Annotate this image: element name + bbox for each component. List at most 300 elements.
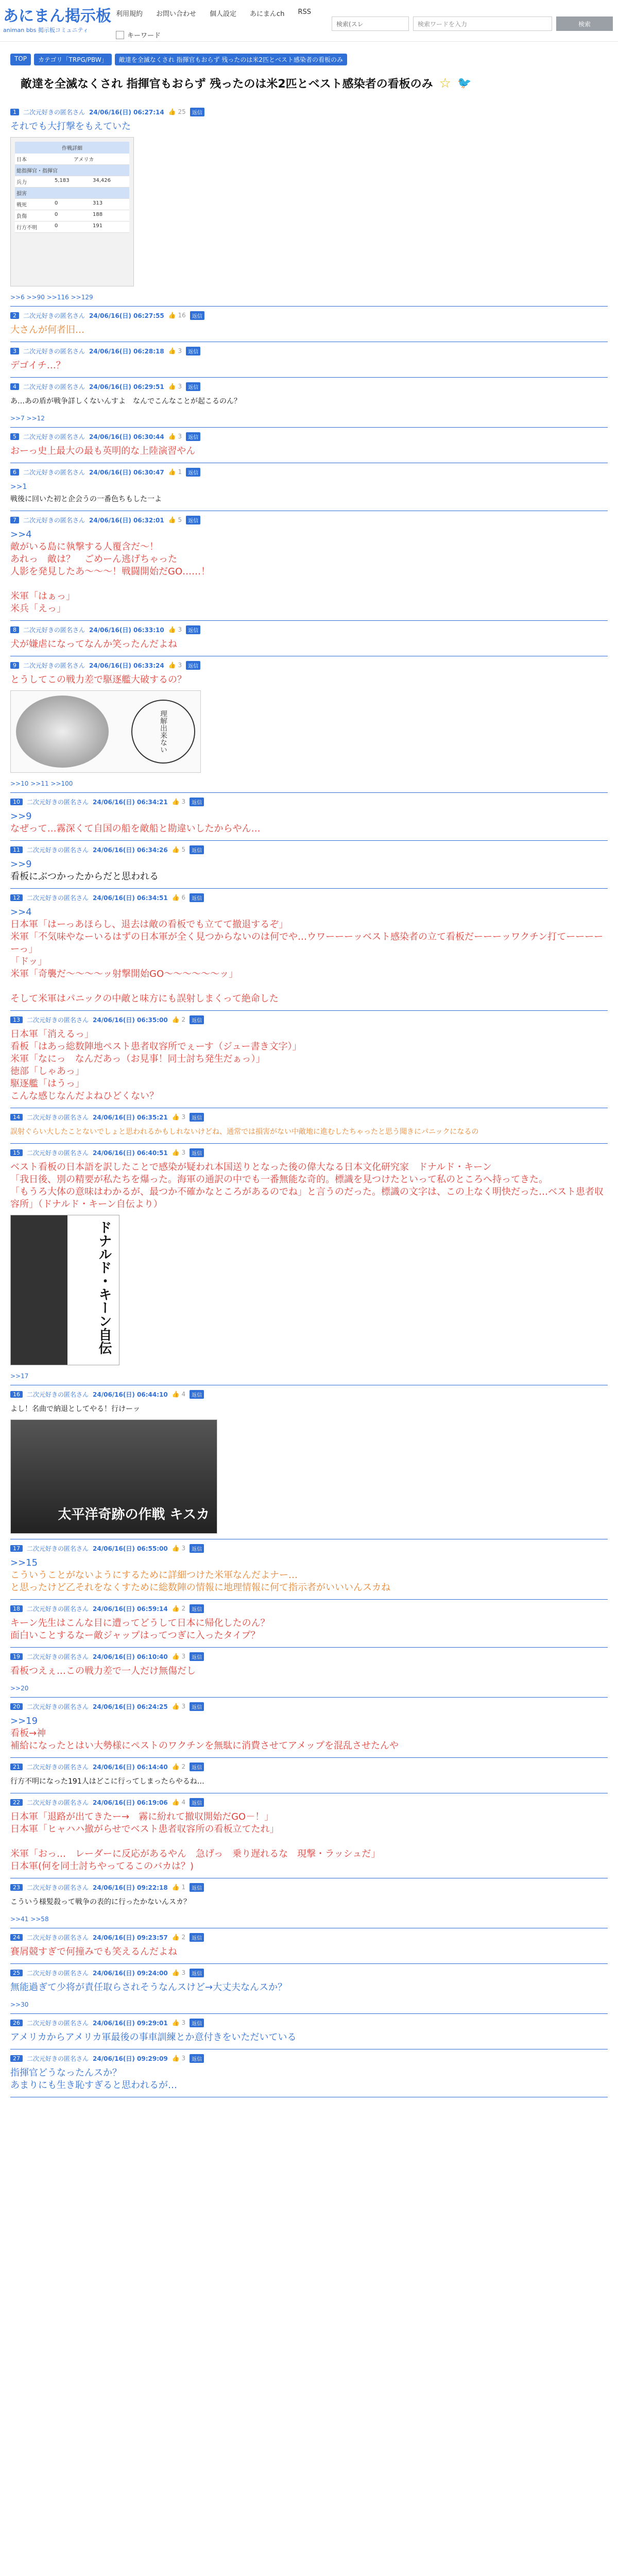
post-header xyxy=(10,1148,608,1157)
post-number[interactable]: 17 xyxy=(10,1545,23,1552)
post-number[interactable]: 6 xyxy=(10,469,19,476)
post-date: 24/06/16(日) 06:24:25 xyxy=(93,1703,168,1710)
movie-poster-image[interactable] xyxy=(10,1419,217,1534)
post-header xyxy=(10,1798,608,1807)
table-cell: 兵力 xyxy=(16,180,27,185)
post-header xyxy=(10,625,608,634)
post-author: 二次元好きの匿名さん xyxy=(27,1113,89,1121)
post-line: 米軍「不気味やなーいるはずの日本軍が全く見つからないのは何でや…ウワーーーッベスト感染者の立て看板だーーーッワクチン打てーーーーーっ」 xyxy=(10,931,604,955)
like-count[interactable]: 👍 2 xyxy=(171,1763,186,1770)
table-cell: 191 xyxy=(93,223,103,229)
table-row xyxy=(15,154,129,165)
reply-button[interactable]: 返信 xyxy=(190,1702,204,1711)
post-body xyxy=(10,906,608,1005)
search-scope-text: 検索(スレ xyxy=(336,20,364,28)
table-cell: 日本 xyxy=(16,157,27,163)
post-line: なぜって…霧深くて自国の船を敵船と勘違いしたからやん… xyxy=(10,823,261,834)
reply-button[interactable]: 返信 xyxy=(190,1390,204,1399)
post-replies[interactable]: >>20 xyxy=(10,1685,29,1692)
reply-button[interactable]: 返信 xyxy=(190,1652,204,1661)
post-author: 二次元好きの匿名さん xyxy=(27,1934,89,1941)
post-line: キーン先生はこんな目に遭ってどうして日本に帰化したのん？ xyxy=(10,1618,270,1629)
thread-title-row xyxy=(21,75,471,91)
table-cell: 313 xyxy=(93,200,103,206)
reply-button[interactable]: 返信 xyxy=(190,798,204,806)
like-count-value: 2 xyxy=(181,1605,186,1612)
like-count[interactable]: 👍 3 xyxy=(168,383,182,390)
post-body xyxy=(10,1981,608,1994)
post-body xyxy=(10,481,608,505)
post-item xyxy=(10,2014,608,2049)
reply-button[interactable]: 返信 xyxy=(190,845,204,854)
like-count[interactable]: 👍 16 xyxy=(168,312,186,319)
post-line: 指揮官どうなったんスか？ xyxy=(10,2067,122,2078)
like-count-value: 1 xyxy=(181,1884,186,1891)
like-count-value: 3 xyxy=(181,1703,186,1710)
reply-button[interactable]: 返信 xyxy=(186,468,200,477)
speech-text: 理解出来ない xyxy=(159,710,167,753)
post-body xyxy=(10,1665,608,1677)
post-header xyxy=(10,1015,608,1024)
post-author: 二次元好きの匿名さん xyxy=(27,798,89,806)
post-date: 24/06/16(日) 06:28:18 xyxy=(89,347,164,355)
post-author: 二次元好きの匿名さん xyxy=(23,383,85,391)
post-line xyxy=(10,1836,608,1848)
post-line: こういうことがないようにするために詳細つけた米軍なんだよナー… xyxy=(10,1570,298,1581)
like-count[interactable]: 👍 5 xyxy=(168,516,182,523)
post-replies[interactable]: >>7 >>12 xyxy=(10,415,45,422)
post-line: 日本軍「はーっあほらし、退去は敵の看板でも立てて撤退するぞ」 xyxy=(10,919,288,930)
post-author: 二次元好きの匿名さん xyxy=(23,626,85,634)
table-cell: 5,183 xyxy=(55,178,70,183)
post-number[interactable]: 16 xyxy=(10,1391,23,1398)
post-author: 二次元好きの匿名さん xyxy=(23,468,85,476)
post-item xyxy=(10,1600,608,1648)
like-count[interactable]: 👍 3 xyxy=(171,1653,186,1660)
like-count-value: 3 xyxy=(181,2055,186,2062)
post-number[interactable]: 2 xyxy=(10,312,19,319)
reply-button[interactable]: 返信 xyxy=(190,893,204,902)
reply-button[interactable]: 返信 xyxy=(190,108,204,116)
like-count-value: 4 xyxy=(181,1799,186,1806)
post-date: 24/06/16(日) 06:30:47 xyxy=(89,468,164,476)
like-count[interactable]: 👍 3 xyxy=(171,1969,186,1976)
like-count[interactable]: 👍 1 xyxy=(168,468,182,476)
post-number[interactable]: 11 xyxy=(10,846,23,853)
speech-bubble xyxy=(131,700,195,764)
like-count[interactable]: 👍 6 xyxy=(171,894,186,901)
like-count-value: 5 xyxy=(178,516,182,523)
post-item xyxy=(10,342,608,378)
post-header xyxy=(10,311,608,320)
reply-button[interactable]: 返信 xyxy=(186,661,200,670)
post-number[interactable]: 27 xyxy=(10,2055,23,2062)
reply-anchor-link[interactable]: >>4 xyxy=(10,529,32,540)
like-count[interactable]: 👍 2 xyxy=(171,1016,186,1023)
like-count[interactable]: 👍 3 xyxy=(168,347,182,354)
post-date: 24/06/16(日) 06:29:51 xyxy=(89,383,164,391)
nav-contact[interactable]: お問い合わせ xyxy=(156,10,197,18)
book-cover-image[interactable] xyxy=(10,1215,119,1365)
like-count[interactable]: 👍 3 xyxy=(171,2019,186,2026)
reply-button[interactable]: 返信 xyxy=(186,516,200,524)
post-header xyxy=(10,893,608,902)
post-header xyxy=(10,1762,608,1771)
post-item xyxy=(10,1011,608,1108)
face-drawing xyxy=(16,696,109,768)
post-line: こんな感じなんだよねひどくない？ xyxy=(10,1091,159,1101)
post-line: 面白いことするなー敵ジャップはってつぎに入ったタイプ？ xyxy=(10,1630,260,1641)
post-line: 犬が嫌虐になってなんか笑ったんだよね xyxy=(10,639,177,650)
post-date: 24/06/16(日) 06:55:00 xyxy=(93,1545,168,1552)
breadcrumb-top[interactable]: TOP xyxy=(10,54,31,65)
post-author: 二次元好きの匿名さん xyxy=(27,1703,89,1710)
post-line: 誤射ぐらい大したことないでしょと思われるかもしれないけどね、通常では損害がない中敵地に進むしたちゃったと思う聞きにパニックになるの xyxy=(10,1128,479,1136)
like-count-value: 25 xyxy=(178,108,186,115)
post-number[interactable]: 23 xyxy=(10,1884,23,1891)
nav-animanch[interactable]: あにまんch xyxy=(250,10,285,18)
table-heading: 作戦詳細 xyxy=(15,142,129,154)
like-count-value: 2 xyxy=(181,1763,186,1770)
like-count[interactable]: 👍 3 xyxy=(171,2055,186,2062)
post-item xyxy=(10,1928,608,1964)
post-line: 米兵「えっ」 xyxy=(10,603,66,614)
post-body xyxy=(10,674,608,686)
post-item xyxy=(10,841,608,889)
post-line: と思ったけど乙それをなくすために総数陣の情報に地理情報に何て指示者がいいいんスカね xyxy=(10,1582,390,1593)
post-item xyxy=(10,1758,608,1793)
post-replies[interactable]: >>30 xyxy=(10,2001,29,2008)
reply-button[interactable]: 返信 xyxy=(190,2019,204,2027)
post-line: 日本軍(何を同士討ちやってるこのバカは？) xyxy=(10,1861,194,1872)
post-number[interactable]: 12 xyxy=(10,894,23,901)
post-line: 「ドッ」 xyxy=(10,956,47,967)
post-number[interactable]: 13 xyxy=(10,1016,23,1023)
post-line: 日本軍「消えるっ」 xyxy=(10,1029,94,1040)
post-item xyxy=(10,656,608,793)
reply-button[interactable]: 返信 xyxy=(190,1933,204,1942)
like-count[interactable]: 👍 4 xyxy=(171,1391,186,1398)
post-author: 二次元好きの匿名さん xyxy=(27,1969,89,1977)
post-header xyxy=(10,107,608,116)
post-line: 戦後に回いた初と企会うの一番色ちもした一よ xyxy=(10,495,162,503)
post-body xyxy=(10,638,608,651)
post-number[interactable]: 8 xyxy=(10,626,19,633)
post-number[interactable]: 26 xyxy=(10,2020,23,2026)
post-line: 米軍「はぁっ」 xyxy=(10,591,75,602)
post-replies[interactable]: >>10 >>11 >>100 xyxy=(10,780,73,787)
nav-settings[interactable]: 個人設定 xyxy=(210,10,237,18)
like-count-value: 3 xyxy=(181,798,186,805)
keyword-label: キーワード xyxy=(127,32,161,40)
book-title: ドナルド・キーン自伝 xyxy=(96,1221,112,1354)
like-count[interactable]: 👍 4 xyxy=(171,1799,186,1806)
post-author: 二次元好きの匿名さん xyxy=(27,1016,89,1024)
table-cell: 34,426 xyxy=(93,178,111,183)
table-cell: 総指揮官・指揮官 xyxy=(16,168,58,174)
post-header xyxy=(10,1968,608,1977)
reply-button[interactable]: 返信 xyxy=(190,1604,204,1613)
post-number[interactable]: 22 xyxy=(10,1799,23,1806)
like-count[interactable]: 👍 3 xyxy=(171,1113,186,1121)
post-item xyxy=(10,463,608,511)
reply-anchor-link[interactable]: >>9 xyxy=(10,811,32,822)
table-cell: アメリカ xyxy=(74,157,94,163)
reply-button[interactable]: 返信 xyxy=(190,1544,204,1553)
like-count[interactable]: 👍 2 xyxy=(171,1934,186,1941)
post-date: 24/06/16(日) 06:44:10 xyxy=(93,1391,168,1398)
post-header xyxy=(10,432,608,441)
post-header xyxy=(10,1883,608,1892)
post-line: 大さんが何者旧… xyxy=(10,325,84,335)
favorite-star-icon[interactable]: ☆ xyxy=(439,75,451,91)
post-author: 二次元好きの匿名さん xyxy=(27,1763,89,1771)
post-number[interactable]: 5 xyxy=(10,433,19,440)
post-header xyxy=(10,845,608,854)
reply-button[interactable]: 返信 xyxy=(190,1798,204,1807)
like-count-value: 4 xyxy=(181,1391,186,1398)
post-date: 24/06/16(日) 06:10:40 xyxy=(93,1653,168,1660)
post-number[interactable]: 24 xyxy=(10,1934,23,1941)
poster-title: 太平洋奇跡の作戦 キスカ xyxy=(58,1507,210,1522)
post-body xyxy=(10,1403,608,1415)
post-body xyxy=(10,324,608,336)
table-cell: 0 xyxy=(55,200,58,206)
post-header xyxy=(10,2054,608,2063)
post-line: デゴイチ…？ xyxy=(10,360,65,371)
post-line: 看板にぶつかったからだと思われる xyxy=(10,871,159,882)
post-author: 二次元好きの匿名さん xyxy=(23,312,85,319)
post-date: 24/06/16(日) 06:40:51 xyxy=(93,1149,168,1157)
reply-anchor-link[interactable]: >>4 xyxy=(10,907,32,918)
like-count[interactable]: 👍 3 xyxy=(168,662,182,669)
keyword-checkbox[interactable] xyxy=(116,31,124,39)
reply-button[interactable]: 返信 xyxy=(190,1113,204,1122)
table-row xyxy=(15,199,129,210)
like-count[interactable]: 👍 3 xyxy=(171,1545,186,1552)
like-count[interactable]: 👍 25 xyxy=(168,108,186,115)
post-author: 二次元好きの匿名さん xyxy=(27,1149,89,1157)
like-count-value: 3 xyxy=(181,1545,186,1552)
like-count-value: 3 xyxy=(181,1149,186,1156)
post-item xyxy=(10,1539,608,1600)
post-number[interactable]: 3 xyxy=(10,348,19,354)
table-cell: 0 xyxy=(55,212,58,217)
post-body xyxy=(10,1775,608,1788)
table-cell: 0 xyxy=(55,223,58,229)
reply-button[interactable]: 返信 xyxy=(190,1969,204,1977)
breadcrumb-category[interactable]: カテゴリ「TRPG/PBW」 xyxy=(34,54,112,65)
post-date: 24/06/16(日) 06:35:00 xyxy=(93,1016,168,1024)
like-count[interactable]: 👍 3 xyxy=(171,1703,186,1710)
post-line: こういう様髪殺って戦争の表的に行ったかないんスカ？ xyxy=(10,1898,191,1906)
top-nav xyxy=(116,8,311,18)
search-scope-select[interactable] xyxy=(332,16,409,31)
post-line: 徳部「しゃあっ」 xyxy=(10,1066,84,1077)
battle-table-image[interactable] xyxy=(10,137,134,286)
reply-button[interactable]: 返信 xyxy=(190,1762,204,1771)
post-author: 二次元好きの匿名さん xyxy=(23,108,85,116)
like-count[interactable]: 👍 3 xyxy=(168,433,182,440)
post-date: 24/06/16(日) 06:27:55 xyxy=(89,312,164,319)
post-item xyxy=(10,378,608,428)
post-item xyxy=(10,1385,608,1539)
post-line: 日本軍「退路が出てきたー→ 霧に紛れて撤収開始だGO－！」 xyxy=(10,1811,274,1822)
post-number[interactable]: 15 xyxy=(10,1149,23,1156)
search-button[interactable]: 検索 xyxy=(556,16,613,31)
reply-button[interactable]: 返信 xyxy=(190,2054,204,2063)
post-body xyxy=(10,121,608,133)
breadcrumb-thread[interactable]: 敵達を全滅なくされ 指揮官もおらず 残ったのは米2匹とベスト感染者の看板のみ xyxy=(115,54,347,65)
table-cell: 損害 xyxy=(16,191,27,197)
post-author: 二次元好きの匿名さん xyxy=(27,1545,89,1552)
post-body xyxy=(10,445,608,457)
post-item xyxy=(10,428,608,463)
post-line: それでも大打撃をもえていた xyxy=(10,121,131,132)
post-line: そして米軍はパニックの中敵と味方にも誤射しまくって絶命した xyxy=(10,993,279,1004)
like-count[interactable]: 👍 2 xyxy=(171,1605,186,1612)
reply-button[interactable]: 返信 xyxy=(186,625,200,634)
post-author: 二次元好きの匿名さん xyxy=(27,1884,89,1891)
post-author: 二次元好きの匿名さん xyxy=(23,516,85,524)
post-date: 24/06/16(日) 06:34:21 xyxy=(93,798,168,806)
post-body xyxy=(10,1161,608,1211)
table-cell: 188 xyxy=(93,212,103,217)
reply-button[interactable]: 返信 xyxy=(190,1883,204,1892)
reply-button[interactable]: 返信 xyxy=(190,1148,204,1157)
post-body xyxy=(10,1896,608,1908)
post-body xyxy=(10,1946,608,1958)
like-count-value: 3 xyxy=(181,1113,186,1121)
reply-anchor-link[interactable]: >>19 xyxy=(10,1716,38,1726)
post-date: 24/06/16(日) 06:35:21 xyxy=(93,1113,168,1121)
post-date: 24/06/16(日) 09:29:09 xyxy=(93,2055,168,2062)
post-body xyxy=(10,858,608,883)
post-line: あまりにも生き恥すぎると思われるが… xyxy=(10,2080,177,2091)
like-count-value: 5 xyxy=(181,846,186,853)
reply-button[interactable]: 返信 xyxy=(190,311,204,320)
post-body xyxy=(10,810,608,835)
table-cell: 負傷 xyxy=(16,214,27,219)
post-number[interactable]: 9 xyxy=(10,662,19,669)
post-number[interactable]: 19 xyxy=(10,1653,23,1660)
table-cell: 行方不明 xyxy=(16,225,37,231)
reply-button[interactable]: 返信 xyxy=(186,432,200,441)
post-author: 二次元好きの匿名さん xyxy=(27,1799,89,1806)
post-date: 24/06/16(日) 09:29:01 xyxy=(93,2019,168,2027)
like-count-value: 3 xyxy=(181,1969,186,1976)
site-title: あにまん掲示板 xyxy=(3,7,111,25)
keyword-toggle[interactable] xyxy=(116,30,161,40)
post-author: 二次元好きの匿名さん xyxy=(27,1605,89,1613)
post-number[interactable]: 21 xyxy=(10,1764,23,1770)
table-row xyxy=(15,222,129,233)
like-count[interactable]: 👍 3 xyxy=(171,798,186,805)
post-body xyxy=(10,1028,608,1103)
search-bar xyxy=(332,16,613,31)
post-date: 24/06/16(日) 06:33:10 xyxy=(89,626,164,634)
like-count[interactable]: 👍 3 xyxy=(171,1149,186,1156)
like-count-value: 2 xyxy=(181,1016,186,1023)
post-number[interactable]: 18 xyxy=(10,1605,23,1612)
post-number[interactable]: 1 xyxy=(10,109,19,115)
post-number[interactable]: 20 xyxy=(10,1703,23,1710)
like-count[interactable]: 👍 5 xyxy=(171,846,186,853)
post-line: 人影を発見したあ～～～！戦闘開始だGO……！ xyxy=(10,566,211,577)
post-author: 二次元好きの匿名さん xyxy=(23,662,85,669)
manga-panel-image[interactable] xyxy=(10,690,201,773)
twitter-icon[interactable]: 🐦 xyxy=(457,77,472,90)
reply-button[interactable]: 返信 xyxy=(186,382,200,391)
post-author: 二次元好きの匿名さん xyxy=(27,1653,89,1660)
post-body xyxy=(10,360,608,372)
post-header xyxy=(10,1544,608,1553)
search-input[interactable] xyxy=(413,16,552,31)
site-subtitle: animan bbs 掲示板コミュニティ xyxy=(3,27,89,33)
post-body xyxy=(10,1617,608,1642)
reply-anchor-link[interactable]: >>1 xyxy=(10,483,27,491)
post-number[interactable]: 25 xyxy=(10,1970,23,1976)
reply-button[interactable]: 返信 xyxy=(190,1015,204,1024)
post-line xyxy=(10,980,608,993)
like-count[interactable]: 👍 3 xyxy=(168,626,182,633)
post-header xyxy=(10,1933,608,1942)
post-header xyxy=(10,515,608,524)
post-header xyxy=(10,1652,608,1661)
post-number[interactable]: 14 xyxy=(10,1114,23,1121)
reply-anchor-link[interactable]: >>9 xyxy=(10,859,32,870)
post-header xyxy=(10,1112,608,1122)
table-row xyxy=(15,188,129,199)
post-replies[interactable]: >>17 xyxy=(10,1372,29,1380)
post-number[interactable]: 10 xyxy=(10,799,23,805)
post-number[interactable]: 4 xyxy=(10,383,19,390)
post-line: とうしてこの戦力差で駆逐艦大破するの？ xyxy=(10,674,186,685)
post-item xyxy=(10,621,608,656)
post-line: 賽屑競すぎで何撞みでも笑えるんだよね xyxy=(10,1946,177,1957)
post-line: 補給になったとはい大勢様にペストのワクチンを無駄に消費させてアメップを混乱させたんや xyxy=(10,1740,399,1751)
post-line xyxy=(10,578,608,590)
like-count-value: 3 xyxy=(178,347,182,354)
post-replies[interactable]: >>41 >>58 xyxy=(10,1916,49,1923)
post-header xyxy=(10,1604,608,1613)
nav-terms[interactable]: 利用規約 xyxy=(116,10,143,18)
post-item xyxy=(10,793,608,841)
post-line: 「もうろ大体の意味はわかるが、最つか不確かなところがあるのでね」と言うのだった。標識の文字は、この上なく明快だった…ベスト患者収容所」（ドナルド・キーン自伝より） xyxy=(10,1187,604,1210)
post-date: 24/06/16(日) 06:14:40 xyxy=(93,1763,168,1771)
like-count-value: 3 xyxy=(178,433,182,440)
post-replies[interactable]: >>6 >>90 >>116 >>129 xyxy=(10,294,93,301)
site-logo[interactable] xyxy=(3,8,111,34)
post-item xyxy=(10,1964,608,2014)
reply-button[interactable]: 返信 xyxy=(186,347,200,355)
post-item xyxy=(10,1793,608,1878)
table-cell: 戦死 xyxy=(16,202,27,208)
post-body xyxy=(10,1557,608,1594)
post-line: 日本軍「ヒャハハ撤がらせでベスト患者収容所の看板立てたれ」 xyxy=(10,1824,279,1835)
post-author: 二次元好きの匿名さん xyxy=(27,2019,89,2027)
reply-anchor-link[interactable]: >>15 xyxy=(10,1557,38,1568)
nav-rss[interactable]: RSS xyxy=(298,8,311,16)
post-date: 24/06/16(日) 06:59:14 xyxy=(93,1605,168,1613)
post-list xyxy=(10,103,608,2097)
like-count-value: 3 xyxy=(178,383,182,390)
post-header xyxy=(10,1389,608,1399)
post-number[interactable]: 7 xyxy=(10,517,19,523)
like-count[interactable]: 👍 1 xyxy=(171,1884,186,1891)
like-count-value: 3 xyxy=(178,626,182,633)
post-item xyxy=(10,511,608,621)
